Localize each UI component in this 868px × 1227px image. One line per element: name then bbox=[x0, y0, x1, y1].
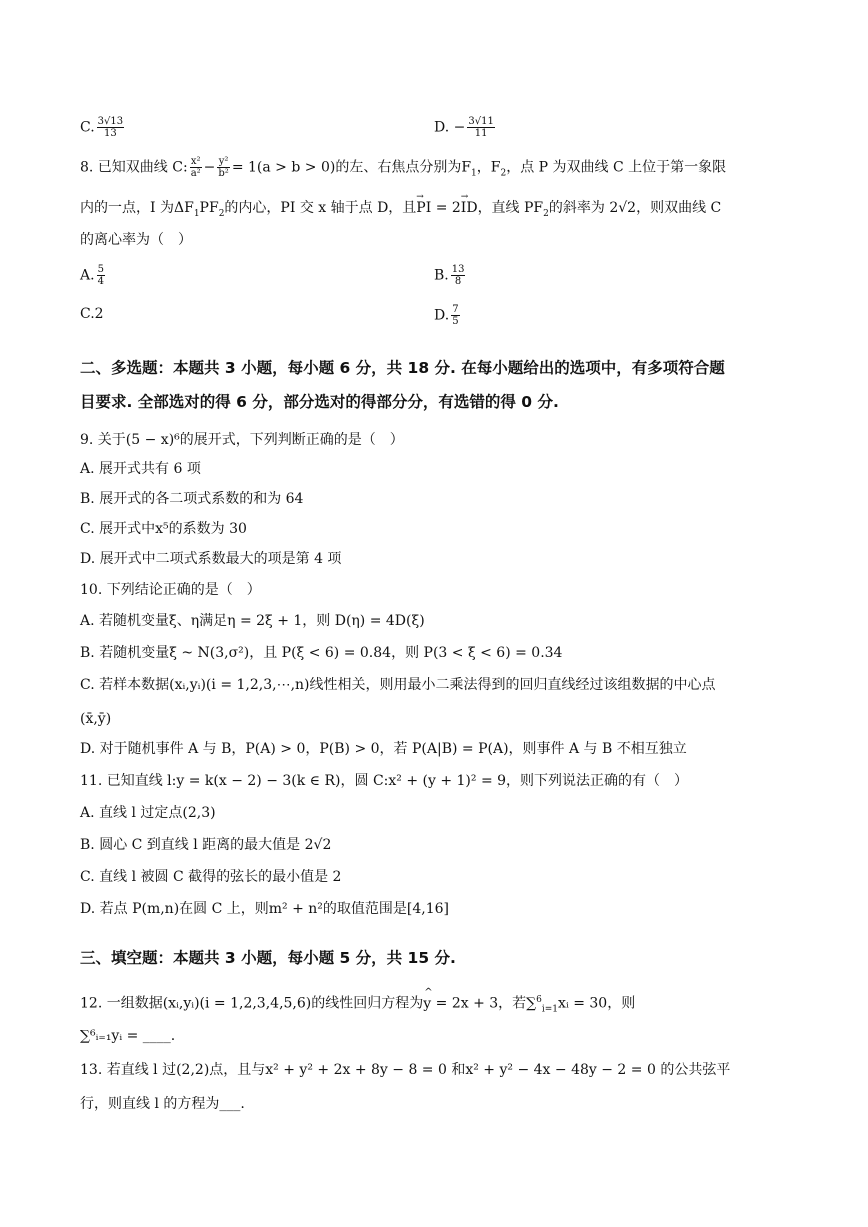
q8-x-fraction: $\frac{\text{x²}}{\text{a²}}$ bbox=[190, 156, 201, 179]
section3-heading: 三、填空题：本题共 3 小题，每小题 5 分，共 15 分. bbox=[80, 949, 456, 967]
q9-option-d: D. 展开式中二项式系数最大的项是第 4 项 bbox=[80, 551, 342, 567]
section2-heading-line1: 二、多选题：本题共 3 小题，每小题 6 分，共 18 分. 在每小题给出的选项中，有多项符合题 bbox=[80, 359, 725, 377]
q10-option-a: A. 若随机变量ξ、η满足η = 2ξ + 1，则 D(η) = 4D(ξ) bbox=[80, 613, 425, 629]
q10-option-c-line2: (x̄,ȳ) bbox=[80, 711, 112, 727]
q8-stem-line3: 的离心率为（ ） bbox=[80, 232, 192, 248]
q8-option-d: D. $\frac{7}{5}$ bbox=[434, 304, 459, 327]
q9-option-a: A. 展开式共有 6 项 bbox=[80, 461, 201, 477]
section2-heading-line2: 目要求. 全部选对的得 6 分，部分选对的得部分分，有选错的得 0 分. bbox=[80, 393, 559, 411]
q12-line2: ∑⁶ᵢ₌₁yᵢ = ____. bbox=[80, 1028, 176, 1044]
q7-option-c: C. $\frac{3√13}{13}$ bbox=[80, 116, 124, 139]
vector-pi: → PI bbox=[416, 198, 431, 218]
y-hat: ^ y bbox=[423, 994, 431, 1014]
q11-option-c: C. 直线 l 被圆 C 截得的弦长的最小值是 2 bbox=[80, 869, 342, 885]
q8-option-c: C.2 bbox=[80, 306, 104, 322]
q8-stem-line2: 内的一点，I 为$\Delta F_1PF_2$的内心，PI 交 x 轴于点 D，且→ PI = 2→ ID，直线 $PF_2$的斜率为 2√2，则双曲线 C bbox=[80, 198, 721, 224]
vector-id: → ID bbox=[461, 198, 478, 218]
q11-stem: 11. 已知直线 l:y = k(x − 2) − 3(k ∈ R)，圆 C:x² + (y + 1)² = 9，则下列说法正确的有（ ） bbox=[80, 773, 689, 789]
q10-option-c-line1: C. 若样本数据(xᵢ,yᵢ)(i = 1,2,3,⋯,n)线性相关，则用最小二乘法得到的回归直线经过该组数据的中心点 bbox=[80, 677, 716, 693]
q10-option-b: B. 若随机变量ξ ~ N(3,σ²)，且 P(ξ < 6) = 0.84，则 P(3 < ξ < 6) = 0.34 bbox=[80, 645, 563, 661]
q11-option-b: B. 圆心 C 到直线 l 距离的最大值是 2√2 bbox=[80, 837, 332, 853]
q8-a-fraction: $\frac{5}{4}$ bbox=[97, 264, 104, 287]
q13-line1: 13. 若直线 l 过(2,2)点，且与x² + y² + 2x + 8y − 8 = 0 和x² + y² − 4x − 48y − 2 = 0 的公共弦平 bbox=[80, 1062, 731, 1078]
q7-option-d: D. − $\frac{3√11}{11}$ bbox=[434, 116, 494, 139]
q8-d-fraction: $\frac{7}{5}$ bbox=[452, 304, 459, 327]
q9-option-c: C. 展开式中x⁵的系数为 30 bbox=[80, 521, 247, 537]
q13-line2: 行，则直线 l 的方程为___. bbox=[80, 1096, 245, 1112]
q9-option-b: B. 展开式的各二项式系数的和为 64 bbox=[80, 491, 304, 507]
q8-stem-line1: 8. 已知双曲线 C: $\frac{\text{x²}}{\text{a²}}$ − $\frac{\text{y²}}{\text{b²}}$ = 1(a > b > 0)的左、右焦点分别为$F_1$，$F_2$，点 P 为双曲线 C 上位于第一象限 bbox=[80, 156, 727, 179]
q10-stem: 10. 下列结论正确的是（ ） bbox=[80, 582, 261, 598]
q12-line1: 12. 一组数据(xᵢ,yᵢ)(i = 1,2,3,4,5,6)的线性回归方程为^ y = 2x + 3，若∑$^6_{i=1}$xᵢ = 30，则 bbox=[80, 990, 635, 1019]
q11-option-a: A. 直线 l 过定点(2,3) bbox=[80, 805, 216, 821]
q9-stem: 9. 关于(5 − x)⁶的展开式，下列判断正确的是（ ） bbox=[80, 432, 404, 448]
q8-option-b: B. $\frac{13}{8}$ bbox=[434, 264, 465, 287]
q10-option-d: D. 对于随机事件 A 与 B，P(A) > 0，P(B) > 0，若 P(A|B) = P(A)，则事件 A 与 B 不相互独立 bbox=[80, 741, 687, 757]
q8-b-fraction: $\frac{13}{8}$ bbox=[451, 264, 465, 287]
q7-d-fraction: $\frac{3√11}{11}$ bbox=[468, 116, 494, 139]
q8-option-a: A. $\frac{5}{4}$ bbox=[80, 264, 104, 287]
q8-y-fraction: $\frac{\text{y²}}{\text{b²}}$ bbox=[218, 156, 229, 179]
q11-option-d: D. 若点 P(m,n)在圆 C 上，则m² + n²的取值范围是[4,16] bbox=[80, 901, 450, 917]
q7-c-fraction: $\frac{3√13}{13}$ bbox=[97, 116, 124, 139]
